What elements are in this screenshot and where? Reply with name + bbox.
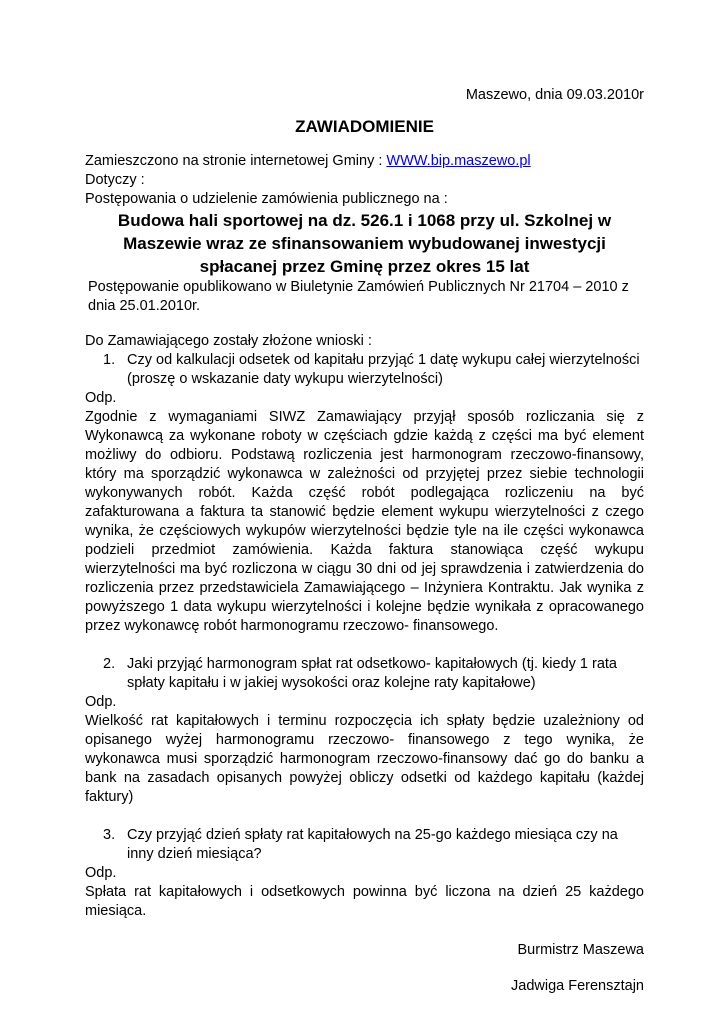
subject-heading-line-1: Budowa hali sportowej na dz. 526.1 i 1068 przy ul. Szkolnej w bbox=[117, 211, 612, 230]
answer-2-label: Odp. bbox=[85, 694, 117, 710]
question-3-text: Czy przyjąć dzień spłaty rat kapitałowych na 25-go każdego miesiąca czy na inny dzień miesiąca? bbox=[127, 827, 618, 862]
subject-heading bbox=[85, 209, 644, 278]
answer-1-label: Odp. bbox=[85, 390, 117, 406]
question-1 bbox=[85, 351, 644, 389]
question-2 bbox=[85, 655, 644, 693]
qa-item-3 bbox=[85, 826, 644, 921]
signature-name: Jadwiga Ferensztajn bbox=[511, 978, 644, 994]
website-link[interactable]: WWW.bip.maszewo.pl bbox=[386, 153, 531, 169]
question-3-number: 3. bbox=[103, 827, 116, 843]
signature-title: Burmistrz Maszewa bbox=[517, 942, 644, 958]
answer-3-text: Spłata rat kapitałowych i odsetkowych powinna być liczona na dzień 25 każdego miesiąca. bbox=[85, 884, 644, 919]
requests-intro: Do Zamawiającego zostały złożone wnioski : bbox=[85, 333, 372, 349]
question-2-number: 2. bbox=[103, 656, 116, 672]
document-title: ZAWIADOMIENIE bbox=[295, 117, 434, 136]
bulletin-line: Postępowanie opublikowano w Biuletynie Zamówień Publicznych Nr 21704 – 2010 z dnia 25.01.2010r. bbox=[88, 279, 629, 314]
question-2-text: Jaki przyjąć harmonogram spłat rat odsetkowo- kapitałowych (tj. kiedy 1 rata spłaty kapitału i w jakiej wysokości oraz kolejne raty kapitałowe) bbox=[127, 656, 617, 691]
qa-item-1 bbox=[85, 351, 644, 636]
subject-heading-line-3: spłacanej przez Gminę przez okres 15 lat bbox=[199, 257, 530, 276]
signature-block bbox=[85, 941, 644, 996]
subject-heading-line-2: Maszewie wraz ze sfinansowaniem wybudowanej inwestycji bbox=[123, 234, 606, 253]
question-3 bbox=[85, 826, 644, 864]
answer-3-label: Odp. bbox=[85, 865, 117, 881]
question-1-number: 1. bbox=[103, 352, 116, 368]
qa-item-2 bbox=[85, 655, 644, 807]
question-1-text: Czy od kalkulacji odsetek od kapitału przyjąć 1 datę wykupu całej wierzytelności (proszę o wskazanie daty wykupu wierzytelności) bbox=[127, 352, 640, 387]
published-line bbox=[85, 152, 644, 171]
date-line: Maszewo, dnia 09.03.2010r bbox=[465, 87, 644, 103]
regarding-label: Dotyczy : bbox=[85, 172, 145, 188]
answer-2-text: Wielkość rat kapitałowych i terminu rozpoczęcia ich spłaty będzie uzależniony od opisanego wyżej harmonogramu rzeczowo- finansowego z tego wynika, że wykonawca musi sporządzić harmonogram rzeczowo-finansowy dać go do banku a bank na zasadach opisanych powyżej obliczy odsetki od każdego kapitału (każdej faktury) bbox=[85, 713, 644, 805]
published-prefix: Zamieszczono na stronie internetowej Gminy : bbox=[85, 153, 387, 169]
answer-1-text: Zgodnie z wymaganiami SIWZ Zamawiający przyjął sposób rozliczania się z Wykonawcą za wykonane roboty w częściach gdzie każdą z części ma być element możliwy do odbioru. Podstawą rozliczenia jest harmonogram rzeczowo-finansowy, który ma sporządzić wykonawca w zależności od przyjętej przez siebie technologii wykonywanych robót. Każda część robót podlegająca rozliczeniu na być zafakturowana a faktura ta stanowić będzie element wykupu wierzytelności z czego wynika, że częściowych wykupów wierzytelności będzie tyle na ile części wykonawca podzieli przedmiot zamówienia. Każda faktura stanowiąca część wykupu wierzytelności ma być rozliczona w ciągu 30 dni od jej sprawdzenia i zatwierdzenia do rozliczenia przez przedstawiciela Zamawiającego – Inżyniera Kontraktu. Jak wynika z powyższego 1 data wykupu wierzytelności i kolejne będzie wynikała z opracowanego przez wykonawcę robót harmonogramu rzeczowo- finansowego. bbox=[85, 409, 644, 634]
proceeding-line: Postępowania o udzielenie zamówienia publicznego na : bbox=[85, 191, 448, 207]
